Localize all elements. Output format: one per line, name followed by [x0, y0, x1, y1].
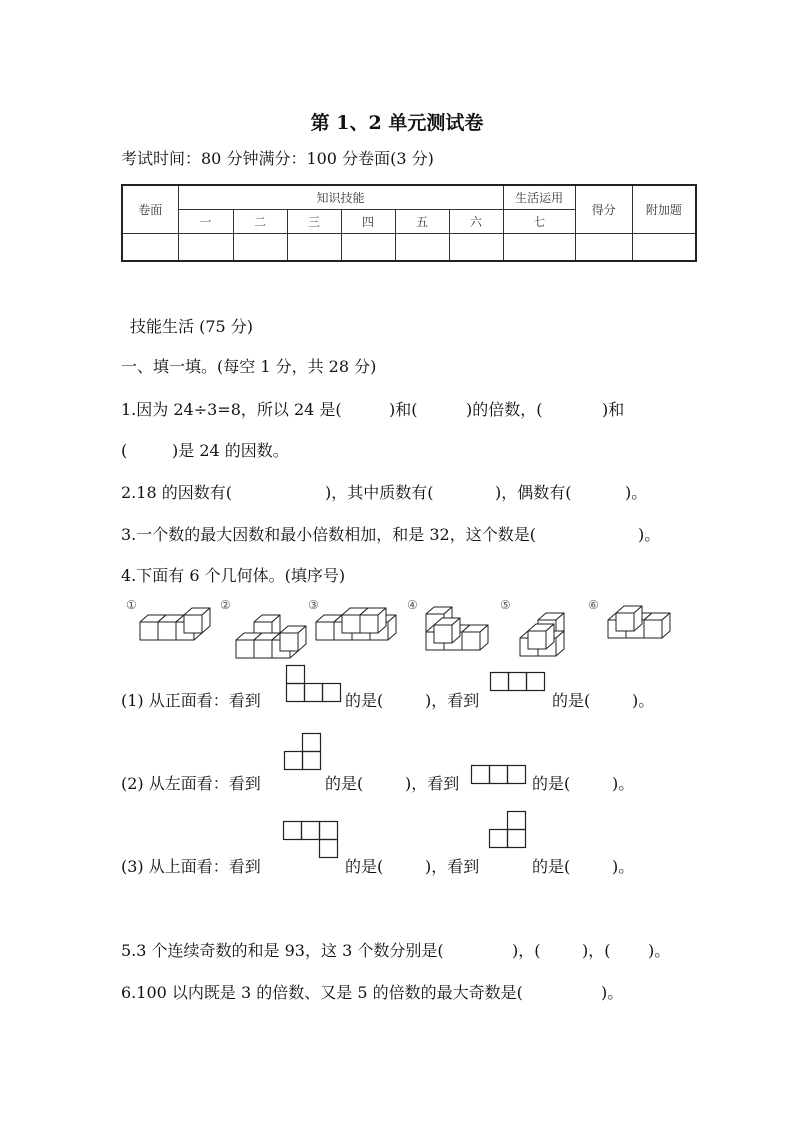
q4-s3-c: )，看到: [425, 857, 480, 876]
q4-intro: 4.下面有 6 个几何体。(填序号): [121, 566, 346, 585]
score-table: [121, 184, 697, 262]
score-cell[interactable]: [395, 234, 449, 262]
q4-s3-a: (3) 从上面看：看到: [121, 857, 261, 876]
top-view-shape-b: [489, 811, 529, 851]
q4-s3-b: 的是(: [345, 857, 384, 876]
cube: [462, 625, 488, 650]
q1-part-d: )和: [602, 400, 625, 419]
cube: [360, 608, 386, 633]
solid-figure-2: [234, 606, 304, 656]
score-cell[interactable]: [503, 234, 575, 262]
solid-figure-4: [424, 598, 494, 646]
cube: [434, 618, 460, 643]
q2-part-b: )，其中质数有(: [325, 483, 434, 502]
cube: [644, 613, 670, 638]
q3-part-a: 3.一个数的最大因数和最小倍数相加，和是 32，这个数是(: [121, 525, 536, 544]
q4-s2-d: 的是(: [532, 774, 571, 793]
sub-col-5: 五: [395, 210, 449, 234]
section-header: 技能生活 (75 分): [130, 317, 254, 336]
q6-part-a: 6.100 以内既是 3 的倍数、又是 5 的倍数的最大奇数是(: [121, 983, 523, 1002]
sub-col-6: 六: [449, 210, 503, 234]
score-cell[interactable]: [178, 234, 233, 262]
q5-part-d: )。: [648, 941, 671, 960]
col-zhishi: 知识技能: [178, 185, 503, 210]
solid-figure-3: [314, 606, 394, 646]
solid-marker-4: ④: [407, 598, 418, 612]
q1-part-a: 1.因为 24÷3=8，所以 24 是(: [121, 400, 342, 419]
q4-s2-c: )，看到: [405, 774, 460, 793]
page-title: 第 1、2 单元测试卷: [310, 112, 484, 134]
solid-marker-5: ⑤: [500, 598, 511, 612]
q4-s2-a: (2) 从左面看：看到: [121, 774, 261, 793]
cube: [184, 608, 210, 633]
score-cell[interactable]: [341, 234, 395, 262]
q1-part-c: )的倍数，(: [466, 400, 543, 419]
left-view-shape-b: [471, 765, 527, 785]
exam-info: 考试时间：80 分钟满分：100 分卷面(3 分): [121, 149, 434, 168]
score-cell[interactable]: [632, 234, 696, 262]
solid-marker-1: ①: [126, 598, 137, 612]
q4-s1-d: 的是(: [552, 691, 591, 710]
q4-s1-e: )。: [632, 691, 655, 710]
q1-part-e: (: [121, 441, 128, 460]
solid-marker-2: ②: [220, 598, 231, 612]
solid-figure-5: [518, 604, 578, 646]
q3-part-b: )。: [638, 525, 661, 544]
part1-title: 一、填一填。(每空 1 分，共 28 分): [121, 357, 377, 376]
q4-s2-b: 的是(: [325, 774, 364, 793]
score-cell[interactable]: [449, 234, 503, 262]
q4-s2-e: )。: [612, 774, 635, 793]
q2-part-c: )，偶数有(: [495, 483, 572, 502]
sub-col-3: 三: [287, 210, 341, 234]
score-cell[interactable]: [233, 234, 287, 262]
cube: [280, 626, 306, 651]
score-cell[interactable]: [575, 234, 632, 262]
cube: [616, 606, 642, 631]
q4-s1-c: )，看到: [425, 691, 480, 710]
col-defen: 得分: [575, 185, 632, 234]
sub-col-4: 四: [341, 210, 395, 234]
col-fujia: 附加题: [632, 185, 696, 234]
solid-figure-1: [138, 606, 218, 646]
q4-s1-a: (1) 从正面看：看到: [121, 691, 261, 710]
solid-marker-6: ⑥: [588, 598, 599, 612]
q1-part-f: )是 24 的因数。: [172, 441, 289, 460]
q4-s3-d: 的是(: [532, 857, 571, 876]
col-juanmian: 卷面: [122, 185, 178, 234]
q1-part-b: )和(: [389, 400, 418, 419]
q4-s3-e: )。: [612, 857, 635, 876]
q6-part-b: )。: [601, 983, 624, 1002]
q4-s1-b: 的是(: [345, 691, 384, 710]
front-view-shape-a: [286, 665, 342, 703]
sub-col-7: 七: [503, 210, 575, 234]
solid-marker-3: ③: [308, 598, 319, 612]
left-view-shape-a: [284, 733, 324, 773]
q5-part-a: 5.3 个连续奇数的和是 93，这 3 个数分别是(: [121, 941, 444, 960]
sub-col-2: 二: [233, 210, 287, 234]
solid-figure-6: [606, 604, 676, 646]
sub-col-1: 一: [178, 210, 233, 234]
q5-part-b: )，(: [512, 941, 541, 960]
cube: [528, 624, 554, 649]
score-cell[interactable]: [122, 234, 178, 262]
top-view-shape-a: [283, 821, 339, 861]
col-shenghuo: 生活运用: [503, 185, 575, 210]
q2-part-d: )。: [625, 483, 648, 502]
q2-part-a: 2.18 的因数有(: [121, 483, 232, 502]
front-view-shape-b: [490, 672, 546, 692]
q5-part-c: )，(: [582, 941, 611, 960]
score-cell[interactable]: [287, 234, 341, 262]
